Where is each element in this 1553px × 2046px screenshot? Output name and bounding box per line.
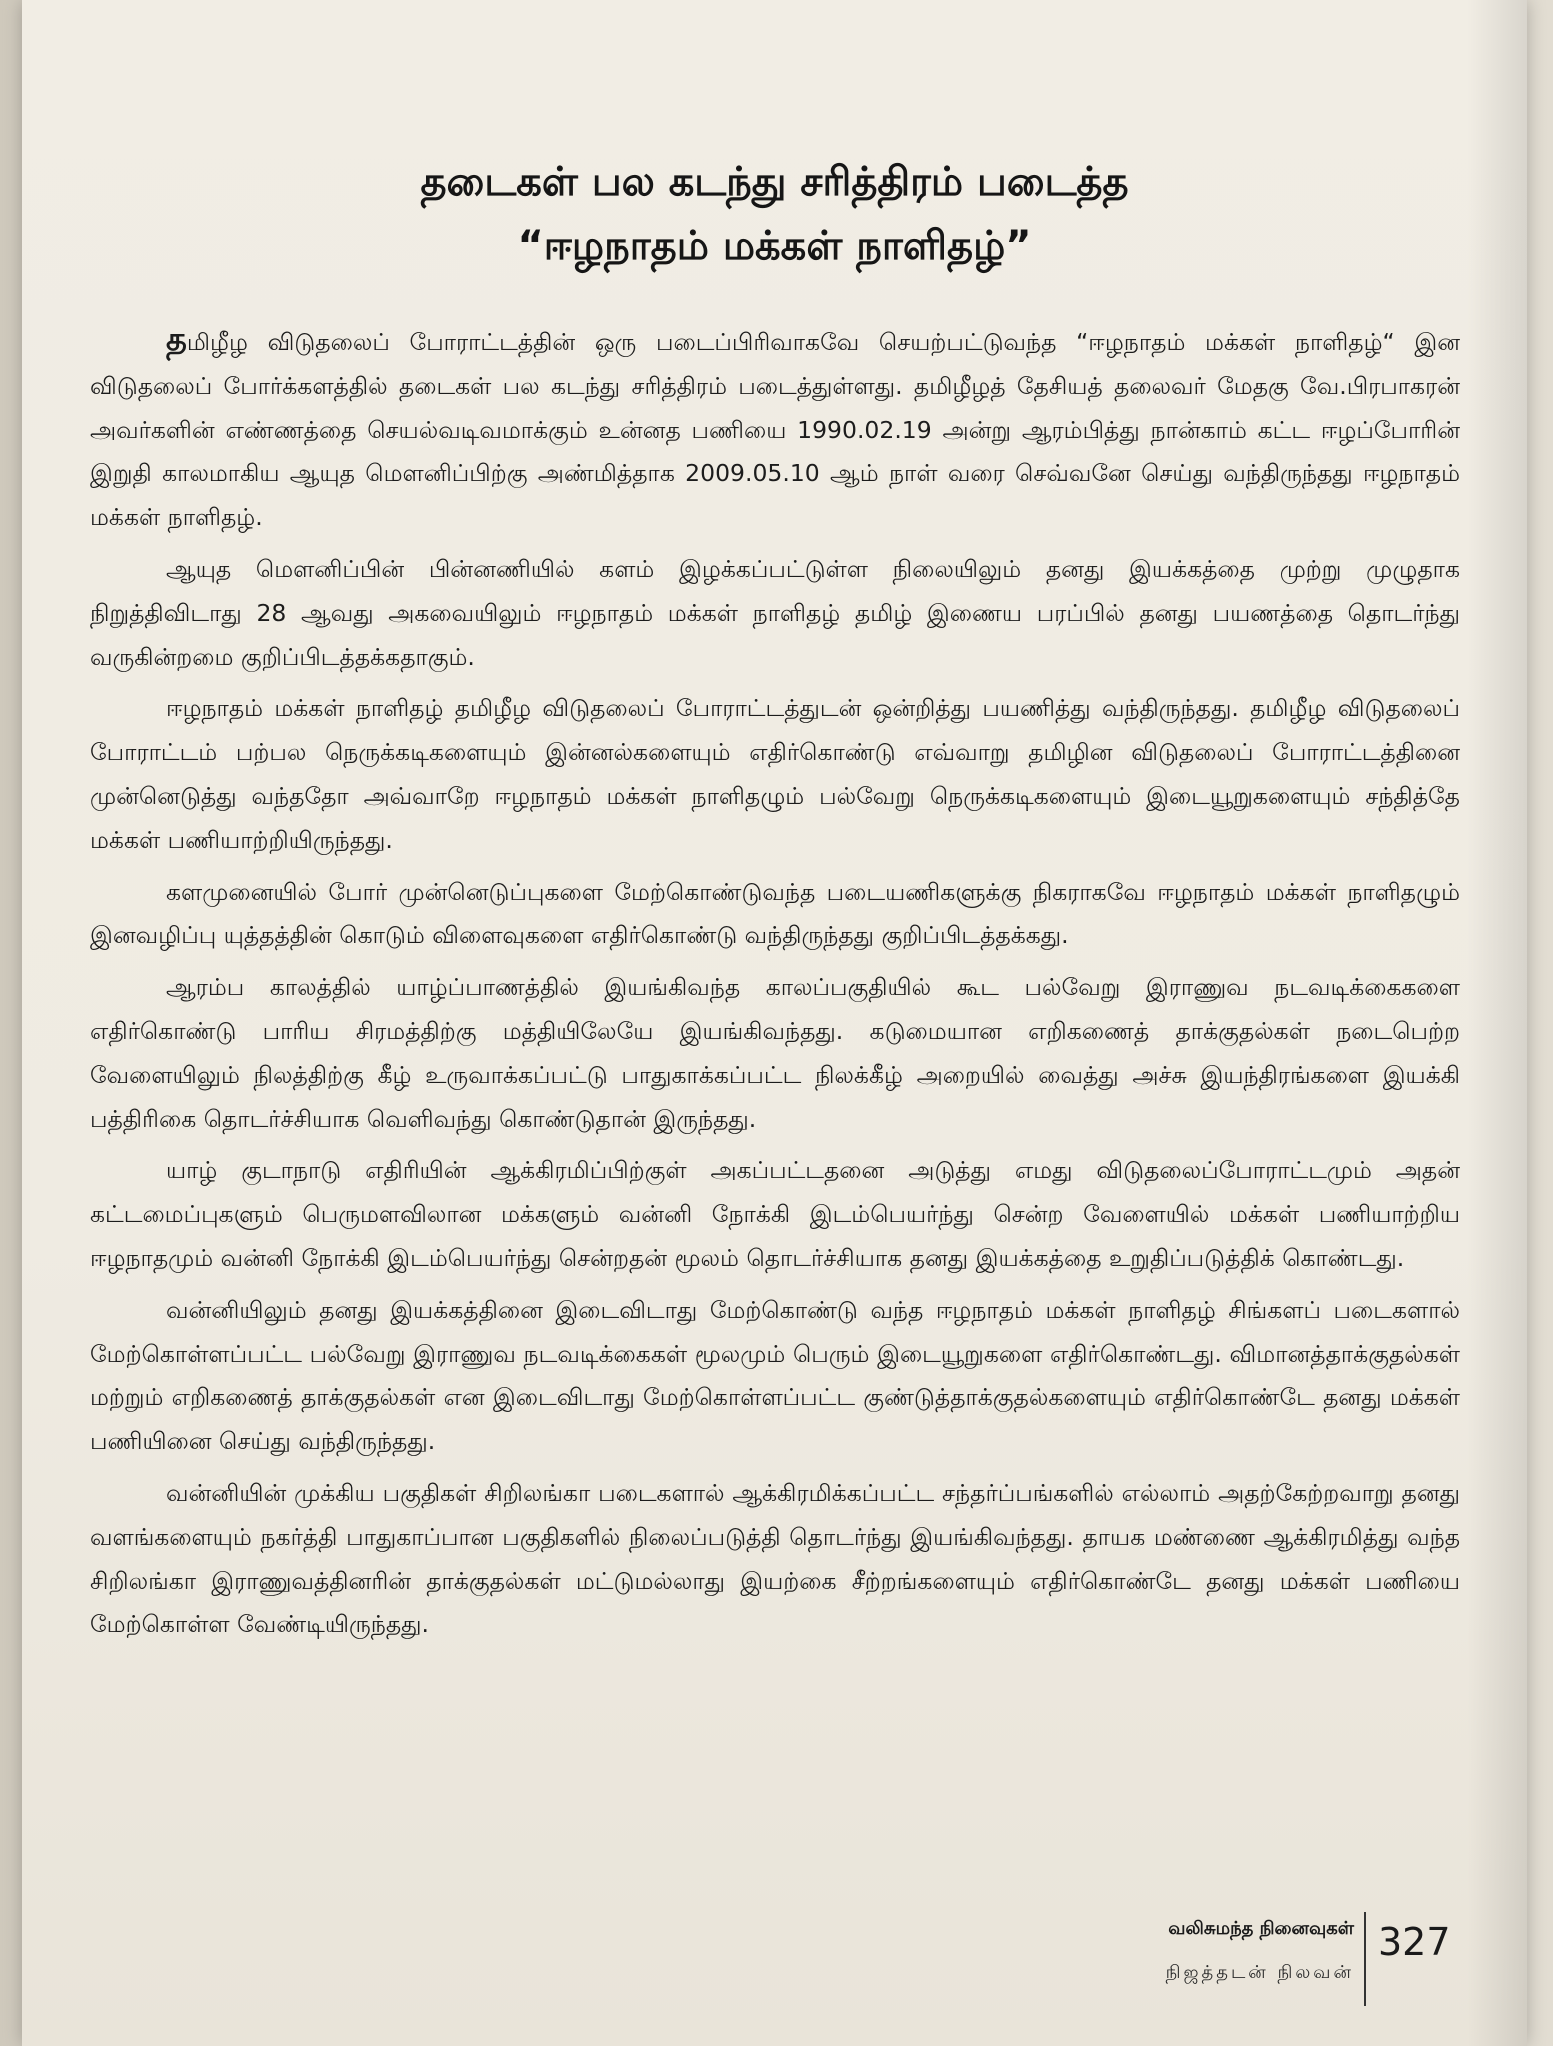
paragraph-text: வன்னியிலும் தனது இயக்கத்தினை இடைவிடாது மேற்கொண்டு வந்த ஈழநாதம் மக்கள் நாளிதழ் சிங்களப் படைகளால் மேற்கொள்ளப்பட்ட பல்வேறு இராணுவ நடவடிக்கைகள் மூலமும் பெரும் இடையூறுகளை எதிர்கொண்டது. விமானத்தாக்குதல்கள் மற்றும் எறிகணைத் தாக்குதல்கள் என இடைவிடாது மேற்கொள்ளப்பட்ட குண்டுத்தாக்குதல்களையும் எதிர்கொண்டே தனது மக்கள் பணியினை செய்து வந்திருந்தது. xyxy=(90,1295,1460,1456)
book-author: நிஜத்தடன் நிலவன் xyxy=(1165,1962,1354,1983)
paragraph xyxy=(90,966,1460,1141)
article-title xyxy=(92,150,1457,278)
book-page xyxy=(22,0,1527,2046)
paragraph-text: யாழ் குடாநாடு எதிரியின் ஆக்கிரமிப்பிற்குள் அகப்பட்டதனை அடுத்து எமது விடுதலைப்போராட்டமும் அதன் கட்டமைப்புகளும் பெருமளவிலான மக்களும் வன்னி நோக்கி இடம்பெயர்ந்து சென்ற வேளையில் மக்கள் பணியாற்றிய ஈழநாதமும் வன்னி நோக்கி இடம்பெயர்ந்து சென்றதன் மூலம் தொடர்ச்சியாக தனது இயக்கத்தை உறுதிப்படுத்திக் கொண்டது. xyxy=(90,1156,1460,1272)
paragraph xyxy=(90,548,1460,679)
drop-cap: த xyxy=(166,320,187,358)
footer-divider xyxy=(1364,1912,1366,2006)
paragraph-text: மிழீழ விடுதலைப் போராட்டத்தின் ஒரு படைப்பிரிவாகவே செயற்பட்டுவந்த “ஈழநாதம் மக்கள் நாளிதழ்“ இன விடுதலைப் போர்க்களத்தில் தடைகள் பல கடந்து சரித்திரம் படைத்துள்ளது. தமிழீழத் தேசியத் தலைவர் மேதகு வே.பிரபாகரன் அவர்களின் எண்ணத்தை செயல்வடிவமாக்கும் உன்னத பணியை 1990.02.19 அன்று ஆரம்பித்து நான்காம் கட்ட ஈழப்போரின் இறுதி காலமாகிய ஆயுத மௌனிப்பிற்கு அண்மித்தாக 2009.05.10 ஆம் நாள் வரை செவ்வனே செய்து வந்திருந்தது ஈழநாதம் மக்கள் நாளிதழ். xyxy=(90,328,1460,532)
paragraph xyxy=(90,1149,1460,1280)
paragraph-text: வன்னியின் முக்கிய பகுதிகள் சிறிலங்கா படைகளால் ஆக்கிரமிக்கப்பட்ட சந்தர்ப்பங்களில் எல்லாம் அதற்கேற்றவாறு தனது வளங்களையும் நகர்த்தி பாதுகாப்பான பகுதிகளில் நிலைப்படுத்தி தொடர்ந்து இயங்கிவந்தது. தாயக மண்ணை ஆக்கிரமித்து வந்த சிறிலங்கா இராணுவத்தினரின் தாக்குதல்கள் மட்டுமல்லாது இயற்கை சீற்றங்களையும் எதிர்கொண்டே தனது மக்கள் பணியை மேற்கொள்ள வேண்டியிருந்தது. xyxy=(90,1478,1460,1639)
paragraph xyxy=(90,687,1460,862)
paragraph xyxy=(90,1472,1460,1647)
page-shadow xyxy=(1467,0,1527,2046)
paragraph-text: ஆயுத மௌனிப்பின் பின்னணியில் களம் இழக்கப்பட்டுள்ள நிலையிலும் தனது இயக்கத்தை முற்று முழுதாக நிறுத்திவிடாது 28 ஆவது அகவையிலும் ஈழநாதம் மக்கள் நாளிதழ் தமிழ் இணைய பரப்பில் தனது பயணத்தை தொடர்ந்து வருகின்றமை குறிப்பிடத்தக்கதாகும். xyxy=(90,554,1460,671)
paragraph xyxy=(90,871,1460,959)
title-line-2: “ஈழநாதம் மக்கள் நாளிதழ்” xyxy=(517,223,1032,269)
article-body xyxy=(90,318,1460,1655)
page-footer xyxy=(1104,1912,1484,2008)
paragraph-text: ஈழநாதம் மக்கள் நாளிதழ் தமிழீழ விடுதலைப் போராட்டத்துடன் ஒன்றித்து பயணித்து வந்திருந்தது. தமிழீழ விடுதலைப் போராட்டம் பற்பல நெருக்கடிகளையும் இன்னல்களையும் எதிர்கொண்டு எவ்வாறு தமிழின விடுதலைப் போராட்டத்தினை முன்னெடுத்து வந்ததோ அவ்வாறே ஈழநாதம் மக்கள் நாளிதழும் பல்வேறு நெருக்கடிகளையும் இடையூறுகளையும் சந்தித்தே மக்கள் பணியாற்றியிருந்தது. xyxy=(90,694,1460,854)
page-number: 327 xyxy=(1378,1920,1451,1964)
paragraph xyxy=(90,318,1460,540)
paragraph xyxy=(90,1289,1460,1464)
title-line-1: தடைகள் பல கடந்து சரித்திரம் படைத்த xyxy=(420,159,1129,205)
paragraph-text: ஆரம்ப காலத்தில் யாழ்ப்பாணத்தில் இயங்கிவந்த காலப்பகுதியில் கூட பல்வேறு இராணுவ நடவடிக்கைகளை எதிர்கொண்டு பாரிய சிரமத்திற்கு மத்தியிலேயே இயங்கிவந்தது. கடுமையான எறிகணைத் தாக்குதல்கள் நடைபெற்ற வேளையிலும் நிலத்திற்கு கீழ் உருவாக்கப்பட்டு பாதுகாக்கப்பட்ட நிலக்கீழ் அறையில் வைத்து அச்சு இயந்திரங்களை இயக்கி பத்திரிகை தொடர்ச்சியாக வெளிவந்து கொண்டுதான் இருந்தது. xyxy=(90,973,1460,1133)
book-title: வலிசுமந்த நினைவுகள் xyxy=(1168,1918,1354,1939)
paragraph-text: களமுனையில் போர் முன்னெடுப்புகளை மேற்கொண்டுவந்த படையணிகளுக்கு நிகராகவே ஈழநாதம் மக்கள் நாளிதழும் இனவழிப்பு யுத்தத்தின் கொடும் விளைவுகளை எதிர்கொண்டு வந்திருந்தது குறிப்பிடத்தக்கது. xyxy=(90,877,1460,950)
